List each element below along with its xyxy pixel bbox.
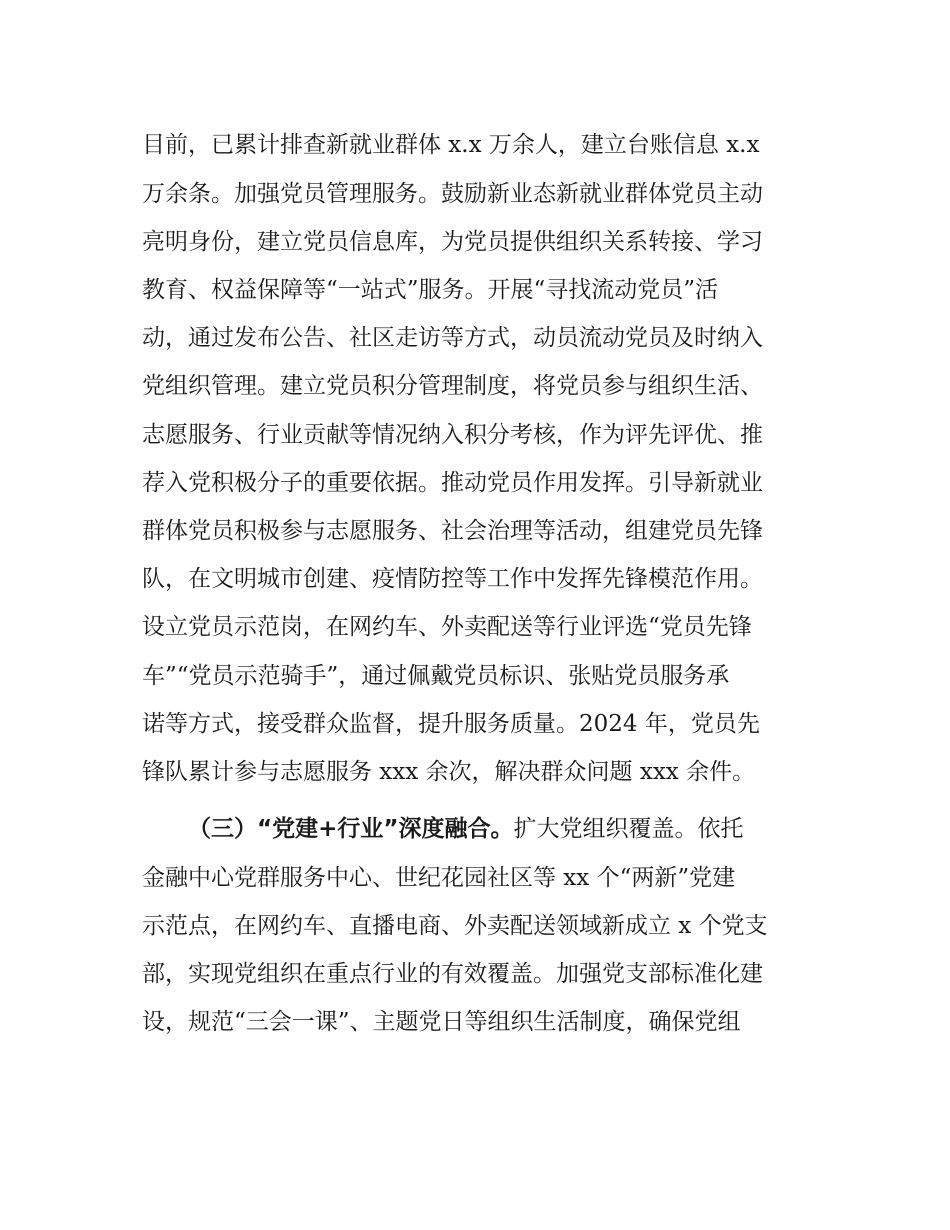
text-line: 设，规范“三会一课”、主题党日等组织生活制度，确保党组 xyxy=(142,1009,741,1035)
text-line: 锋队累计参与志愿服务 xxx 余次，解决群众问题 xxx 余件。 xyxy=(142,759,756,785)
text-line: 示范点，在网约车、直播电商、外卖配送领域新成立 x 个党支 xyxy=(142,913,768,939)
text-line: 金融中心党群服务中心、世纪花园社区等 xx 个“两新”党建 xyxy=(142,865,736,891)
text-line: 诺等方式，接受群众监督，提升服务质量。2024 年，党员先 xyxy=(142,711,760,737)
text-line: 目前，已累计排查新就业群体 x.x 万余人，建立台账信息 x.x xyxy=(142,132,760,158)
section-heading-line xyxy=(188,814,868,844)
text-line: 设立党员示范岗，在网约车、外卖配送等行业评选“党员先锋 xyxy=(142,614,752,640)
text-line: 教育、权益保障等“一站式”服务。开展“寻找流动党员”活 xyxy=(142,277,719,303)
text-line: 部，实现党组织在重点行业的有效覆盖。加强党支部标准化建 xyxy=(142,961,763,987)
text-line: 志愿服务、行业贡献等情况纳入积分考核，作为评先评优、推 xyxy=(142,422,763,448)
section-heading-rest: 扩大党组织覆盖。依托 xyxy=(513,816,744,842)
text-line: 亮明身份，建立党员信息库，为党员提供组织关系转接、学习 xyxy=(142,229,763,255)
text-line: 万余条。加强党员管理服务。鼓励新业态新就业群体党员主动 xyxy=(142,181,763,207)
text-line: 队，在文明城市创建、疫情防控等工作中发挥先锋模范作用。 xyxy=(142,566,763,592)
text-line: 荐入党积极分子的重要依据。推动党员作用发挥。引导新就业 xyxy=(142,470,763,496)
text-line: 动，通过发布公告、社区走访等方式，动员流动党员及时纳入 xyxy=(142,325,763,351)
text-line: 群体党员积极参与志愿服务、社会治理等活动，组建党员先锋 xyxy=(142,518,763,544)
text-line: 党组织管理。建立党员积分管理制度，将党员参与组织生活、 xyxy=(142,373,763,399)
text-line: 车”“党员示范骑手”，通过佩戴党员标识、张贴党员服务承 xyxy=(142,663,730,689)
section-heading: （三）“党建+行业”深度融合。 xyxy=(188,816,514,842)
